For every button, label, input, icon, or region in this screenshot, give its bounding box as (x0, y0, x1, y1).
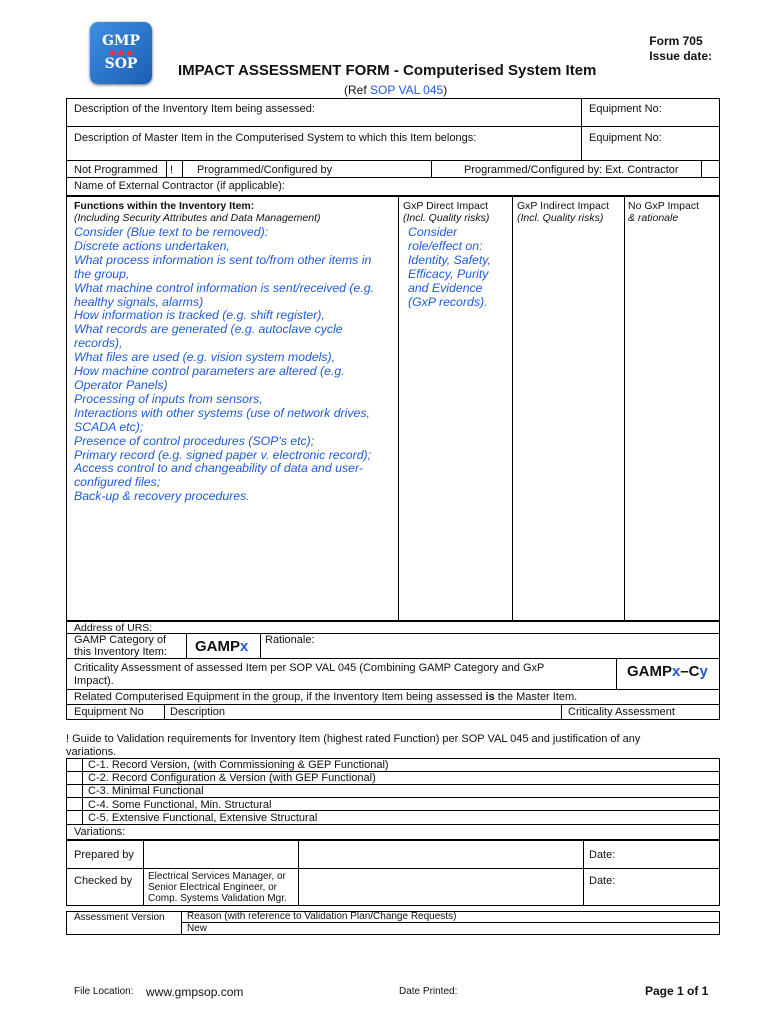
ref-prefix: (Ref (344, 83, 371, 97)
guide-item: C-4. Some Functional, Min. Structural (88, 798, 272, 811)
crit-dash: –C (680, 663, 700, 680)
gxp-direct-line: Consider (408, 225, 458, 239)
consider-line: Interactions with other systems (use of network drives, (74, 405, 370, 420)
consider-line: healthy signals, alarms) (74, 294, 204, 309)
form-number-block (649, 34, 712, 64)
checker-role: Senior Electrical Engineer, or (148, 882, 277, 893)
checked-by-label: Checked by (74, 875, 133, 887)
related-suffix: the Master Item. (494, 691, 578, 703)
gxp-indirect-sub: (Incl. Quality risks) (517, 212, 604, 224)
prepared-by-label: Prepared by (74, 849, 134, 861)
gamp-value[interactable] (195, 638, 248, 655)
consider-line: Presence of control procedures (SOP's etc); (74, 433, 315, 448)
gmp-sop-logo (90, 22, 152, 84)
form-number: Form 705 (649, 34, 703, 48)
date-label-2: Date: (589, 875, 616, 887)
desc-master-label: Description of Master Item in the Computerised System to which this Item belongs: (74, 132, 477, 144)
gxp-direct-header (403, 200, 489, 224)
gamp-prefix: GAMP (195, 638, 240, 655)
gxp-direct-line: and Evidence (408, 280, 483, 295)
gxp-direct-line: (GxP records). (408, 294, 488, 309)
consider-line: Consider (Blue text to be removed): (74, 225, 269, 239)
guide-text (66, 733, 640, 759)
issue-date: Issue date: (649, 49, 712, 63)
checker-role: Comp. Systems Validation Mgr. (148, 893, 287, 904)
date-printed-label: Date Printed: (399, 986, 458, 997)
gxp-direct-consider (408, 226, 491, 309)
criticality-value[interactable] (627, 663, 708, 680)
reason-label: Reason (with reference to Validation Plan/Change Requests) (187, 911, 457, 922)
criticality-label (74, 662, 544, 688)
gamp-x: x (240, 638, 249, 655)
consider-line: How information is tracked (e.g. shift register), (74, 308, 325, 323)
ext-contractor-label: Name of External Contractor (if applicable): (74, 180, 285, 192)
assessment-version-label: Assessment Version (74, 912, 165, 923)
ref-link[interactable]: SOP VAL 045 (370, 83, 444, 97)
guide-line2: variations. (66, 746, 117, 758)
programmed-ext-label: Programmed/Configured by: Ext. Contractor (464, 164, 679, 176)
equipment-no-label-1: Equipment No: (589, 103, 662, 115)
rationale-label: Rationale: (265, 634, 315, 646)
consider-line: records), (74, 336, 123, 351)
logo-text-bottom: SOP (104, 56, 138, 72)
equipment-no-label-2: Equipment No: (589, 132, 662, 144)
file-location-label: File Location: (74, 986, 134, 997)
checkbox-mark[interactable]: ! (170, 164, 174, 176)
equip-no-col: Equipment No (74, 706, 144, 718)
guide-item: C-1. Record Version, (with Commissioning & GEP Functional) (88, 759, 389, 771)
variations-label: Variations: (74, 826, 126, 838)
no-gxp-header (628, 200, 699, 224)
guide-line1: ! Guide to Validation requirements for Inventory Item (highest rated Function) per SOP VAL 045 and justification of any (66, 733, 641, 745)
website-link[interactable]: www.gmpsop.com (146, 985, 244, 999)
consider-line: Primary record (e.g. signed paper v. electronic record); (74, 447, 372, 462)
crit-y: y (699, 663, 708, 680)
page-title: IMPACT ASSESSMENT FORM - Computerised System Item (178, 62, 597, 79)
functions-header (74, 200, 321, 224)
urs-label: Address of URS: (74, 622, 153, 634)
checker-role: Electrical Services Manager, or (148, 871, 286, 882)
gxp-indirect-header (517, 200, 609, 224)
gxp-indirect-label: GxP Indirect Impact (517, 200, 610, 212)
related-equipment-label (74, 691, 577, 703)
consider-line: SCADA etc); (74, 419, 144, 434)
gamp-category-l1: GAMP Category of (74, 634, 167, 646)
no-gxp-label: No GxP Impact (628, 200, 699, 212)
consider-line: Access control to and changeability of data and user- (74, 461, 363, 476)
gxp-direct-line: Efficacy, Purity (408, 266, 489, 281)
consider-line: configured files; (74, 475, 161, 490)
consider-line: How machine control parameters are altered (e.g. (74, 364, 345, 379)
functions-heading: Functions within the Inventory Item: (74, 200, 255, 212)
consider-line: Back-up & recovery procedures. (74, 489, 250, 504)
criticality-l1: Criticality Assessment of assessed Item per SOP VAL 045 (Combining GAMP Category and GxP (74, 662, 545, 674)
related-prefix: Related Computerised Equipment in the group, if the Inventory Item being assessed (74, 691, 486, 703)
logo-text-top: GMP (102, 33, 140, 49)
guide-items (88, 759, 389, 825)
gxp-direct-sub: (Incl. Quality risks) (403, 212, 490, 224)
desc-item-label: Description of the Inventory Item being assessed: (74, 103, 315, 115)
programmed-label: Programmed/Configured by (197, 164, 333, 176)
consider-list (74, 226, 374, 504)
gxp-direct-label: GxP Direct Impact (403, 200, 488, 212)
consider-line: What process information is sent to/from other items in (74, 252, 372, 267)
criticality-l2: Impact). (74, 675, 114, 687)
gxp-direct-line: role/effect on: (408, 238, 483, 253)
checker-roles (148, 871, 287, 904)
consider-line: Processing of inputs from sensors, (74, 391, 263, 406)
crit-x: x (672, 663, 681, 680)
not-programmed-label: Not Programmed (74, 164, 158, 176)
guide-item: C-2. Record Configuration & Version (with GEP Functional) (88, 772, 376, 785)
guide-item: C-5. Extensive Functional, Extensive Structural (88, 811, 318, 824)
consider-line: Discrete actions undertaken, (74, 238, 230, 253)
ref-suffix: ) (443, 83, 448, 97)
page-number: Page 1 of 1 (645, 984, 709, 998)
consider-line: Operator Panels) (74, 377, 168, 392)
logo-dots-icon: ● ● ● (109, 48, 133, 57)
sop-reference (344, 83, 447, 97)
gamp-category-l2: this Inventory Item: (74, 646, 167, 658)
no-gxp-sub: & rationale (628, 212, 679, 224)
consider-line: What files are used (e.g. vision system models), (74, 350, 336, 365)
version-new: New (187, 923, 208, 934)
description-col: Description (170, 706, 226, 718)
consider-line: What machine control information is sent/received (e.g. (74, 280, 375, 295)
consider-line: What records are generated (e.g. autoclave cycle (74, 322, 343, 337)
gamp-category-label (74, 634, 167, 658)
guide-item: C-3. Minimal Functional (88, 785, 204, 798)
gxp-direct-line: Identity, Safety, (408, 252, 491, 267)
date-label-1: Date: (589, 849, 616, 861)
related-bold: is (485, 691, 495, 703)
criticality-assessment-col: Criticality Assessment (568, 706, 675, 718)
consider-line: the group, (74, 266, 130, 281)
functions-subheading: (Including Security Attributes and Data Management) (74, 212, 321, 224)
crit-prefix: GAMP (627, 663, 672, 680)
